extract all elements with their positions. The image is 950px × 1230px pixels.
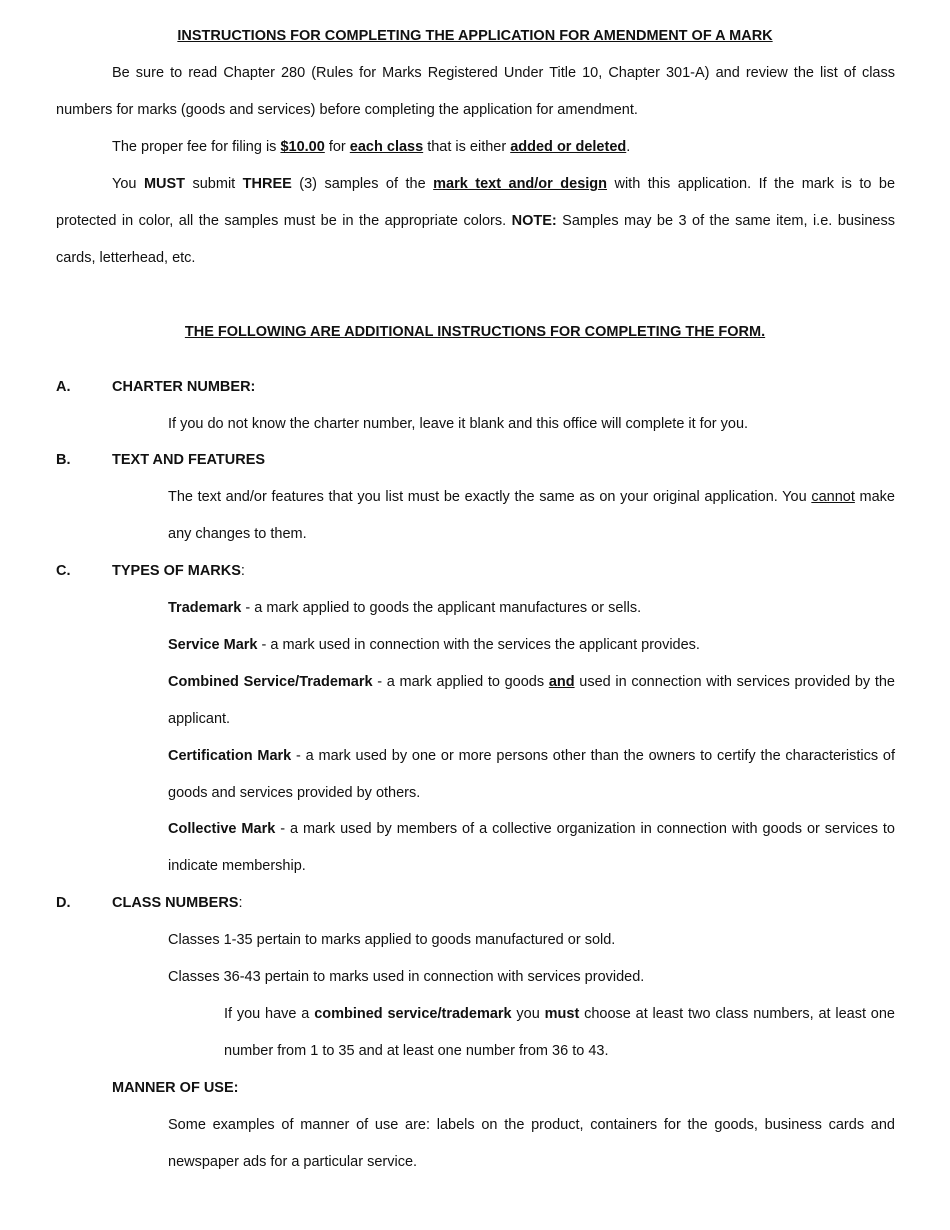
intro-paragraph-line2: numbers for marks (goods and services) before completing the application for amendment.	[56, 102, 638, 118]
must-text: MUST	[143, 176, 186, 192]
combined-mark-term: Combined Service/Trademark	[168, 674, 373, 690]
section-b-body-line1: The text and/or features that you list must be exactly the same as on your original application. You cannot make	[168, 489, 895, 505]
section-a-body: If you do not know the charter number, leave it blank and this office will complete it for you.	[168, 416, 749, 432]
document-title: INSTRUCTIONS FOR COMPLETING THE APPLICATION FOR AMENDMENT OF A MARK	[177, 28, 773, 44]
section-c-letter: C.	[56, 563, 71, 579]
samples-paragraph-line1: You MUST submit THREE (3) samples of the mark text and/or design with this application. If the mark is to be	[112, 176, 896, 192]
section-d-heading: CLASS NUMBERS:	[112, 895, 243, 911]
service-mark-definition: Service Mark - a mark used in connection with the services the applicant provides.	[168, 637, 700, 653]
service-mark-term: Service Mark	[168, 637, 258, 653]
fee-amount: $10.00	[280, 139, 325, 155]
manner-of-use-line2: newspaper ads for a particular service.	[168, 1154, 418, 1170]
section-a-letter: A.	[56, 379, 71, 395]
services-classes-text: Classes 36-43 pertain to marks used in connection with services provided.	[168, 969, 645, 985]
cannot-text: cannot	[811, 489, 855, 505]
section-a-heading: CHARTER NUMBER:	[112, 379, 256, 395]
samples-paragraph-line3: cards, letterhead, etc.	[56, 250, 196, 266]
mark-text-design: mark text and/or design	[433, 176, 608, 192]
each-class-text: each class	[349, 139, 424, 155]
section-b-heading: TEXT AND FEATURES	[112, 452, 266, 468]
section-d-letter: D.	[56, 895, 71, 911]
combined-classes-line1: If you have a combined service/trademark you must choose at least two class numbers, at least one	[224, 1006, 895, 1022]
added-deleted-text: added or deleted	[510, 139, 627, 155]
combined-classes-line2: number from 1 to 35 and at least one number from 36 to 43.	[224, 1043, 609, 1059]
manner-of-use-heading: MANNER OF USE:	[112, 1080, 239, 1096]
collective-mark-definition-line1: Collective Mark - a mark used by members of a collective organization in connection with goods or services to	[168, 821, 895, 837]
must-bold-text: must	[544, 1006, 580, 1022]
three-text: THREE	[242, 176, 292, 192]
collective-mark-definition-line2: indicate membership.	[168, 858, 306, 874]
combined-service-trademark-term: combined service/trademark	[314, 1006, 512, 1022]
certification-mark-definition-line2: goods and services provided by others.	[168, 785, 421, 801]
section-b-letter: B.	[56, 452, 71, 468]
additional-instructions-heading: THE FOLLOWING ARE ADDITIONAL INSTRUCTIONS FOR COMPLETING THE FORM.	[184, 324, 766, 340]
goods-classes-text: Classes 1-35 pertain to marks applied to goods manufactured or sold.	[168, 932, 616, 948]
fee-paragraph: The proper fee for filing is $10.00 for each class that is either added or deleted.	[112, 139, 631, 155]
manner-of-use-line1: Some examples of manner of use are: labels on the product, containers for the goods, business cards and	[168, 1117, 895, 1133]
combined-mark-definition-line1: Combined Service/Trademark - a mark applied to goods and used in connection with services provided by the	[168, 674, 895, 690]
collective-mark-term: Collective Mark	[168, 821, 276, 837]
certification-mark-definition-line1: Certification Mark - a mark used by one or more persons other than the owners to certify the characteristics of	[168, 748, 895, 764]
section-c-heading: TYPES OF MARKS:	[112, 563, 245, 579]
trademark-term: Trademark	[168, 600, 242, 616]
certification-mark-term: Certification Mark	[168, 748, 292, 764]
and-text: and	[548, 674, 575, 690]
samples-paragraph-line2: protected in color, all the samples must be in the appropriate colors. NOTE: Samples may be 3 of the same item, i.e. business	[56, 213, 895, 229]
note-label: NOTE:	[511, 213, 557, 229]
section-b-body-line2: any changes to them.	[168, 526, 307, 542]
trademark-definition: Trademark - a mark applied to goods the applicant manufactures or sells.	[168, 600, 642, 616]
combined-mark-definition-line2: applicant.	[168, 711, 231, 727]
intro-paragraph-line1: Be sure to read Chapter 280 (Rules for Marks Registered Under Title 10, Chapter 301-A) and review the list of class	[112, 65, 895, 81]
